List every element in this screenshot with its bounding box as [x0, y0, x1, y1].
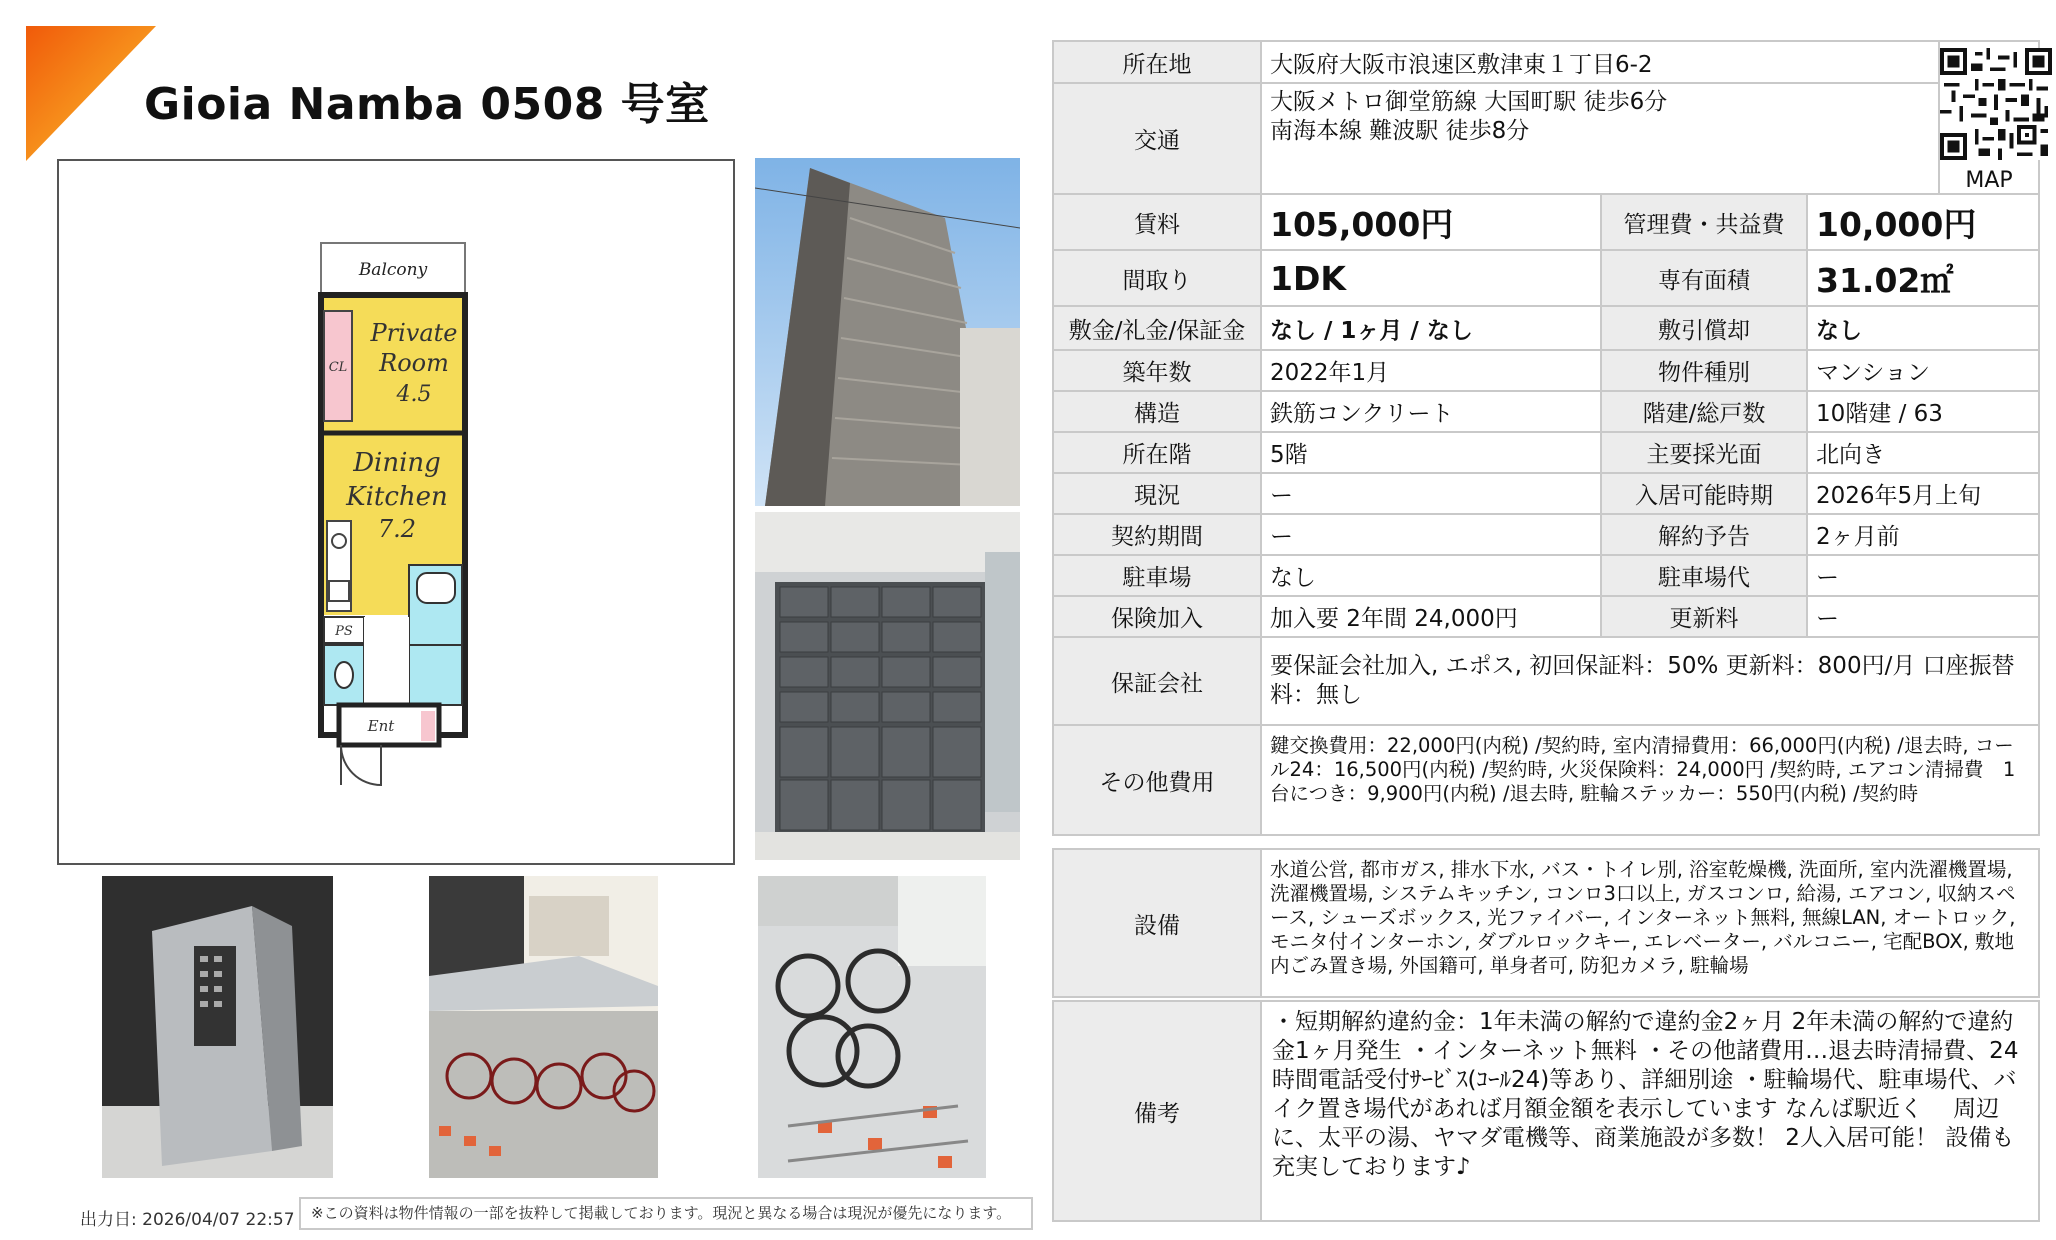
renewal-label: 更新料	[1601, 596, 1807, 637]
other-fees-label: その他費用	[1053, 725, 1261, 835]
notice-label: 解約予告	[1601, 514, 1807, 555]
renewal-value: ー	[1807, 596, 2039, 637]
movein-value: 2026年5月上旬	[1807, 473, 2039, 514]
disclaimer-note: ※この資料は物件情報の一部を抜粋して掲載しております。現況と異なる場合は現況が優先になります。	[299, 1197, 1033, 1230]
parking-label: 駐車場	[1053, 555, 1261, 596]
property-info-table	[1052, 40, 2040, 351]
equipment-value: 水道公営, 都市ガス, 排水下水, バス・トイレ別, 浴室乾燥機, 洗面所, 室内洗濯機置場, 洗濯機置場, システムキッチン, コンロ3口以上, ガスコンロ, 給湯, エアコン, 収納スペース, シューズボックス, 光ファイバー, インターネット無料, 無線LAN, オートロック, モニタ付インターホン, ダブルロックキー, エレベーター, バルコニー, 宅配BOX, 敷地内ごみ置き場, 外国籍可, 単身者可, 防犯カメラ, 駐輪場	[1261, 849, 2039, 997]
deposit-value: なし / 1ヶ月 / なし	[1261, 306, 1601, 350]
qr-code-icon	[1940, 48, 2052, 160]
photo-mailboxes	[755, 512, 1020, 860]
direction-label: 主要採光面	[1601, 432, 1807, 473]
access-value	[1261, 83, 1939, 194]
dining-label: Dining	[353, 448, 441, 478]
private-room-label: Private	[370, 319, 458, 347]
address-label: 所在地	[1053, 41, 1261, 83]
access-label: 交通	[1053, 83, 1261, 194]
shikibiki-value: なし	[1807, 306, 2039, 350]
movein-label: 入居可能時期	[1601, 473, 1807, 514]
property-detail-table	[1052, 349, 2040, 836]
mgmt-fee-value: 10,000円	[1807, 194, 2039, 250]
insurance-label: 保険加入	[1053, 596, 1261, 637]
type-label: 物件種別	[1601, 350, 1807, 391]
remarks-value: ・短期解約違約金：1年未満の解約で違約金2ヶ月 2年未満の解約で違約金1ヶ月発生 ・インターネット無料 ・その他諸費用…退去時清掃費、24時間電話受付ｻｰﾋﾞｽ(ｺｰﾙ24)等あり、詳細別途 ・駐輪場代、駐車場代、バイク置き場代があれば月額金額を表示しています なんば駅近く 周辺に、太平の湯、ヤマダ電機等、商業施設が多数！ 2人入居可能！ 設備も充実しております♪	[1261, 1001, 2039, 1221]
photo-building-exterior	[755, 158, 1020, 506]
map-qr-code[interactable]	[1939, 41, 2039, 194]
equipment-label: 設備	[1053, 849, 1261, 997]
shikibiki-label: 敷引償却	[1601, 306, 1807, 350]
rent-value: 105,000円	[1261, 194, 1601, 250]
structure-label: 構造	[1053, 391, 1261, 432]
ps-label: PS	[335, 624, 353, 639]
photo-bicycle-parking-entrance	[429, 876, 658, 1178]
type-value: マンション	[1807, 350, 2039, 391]
kitchen-label: Kitchen	[346, 482, 448, 512]
other-fees-value: 鍵交換費用：22,000円(内税) /契約時, 室内清掃費用：66,000円(内税) /退去時, コール24：16,500円(内税) /契約時, 火災保険料：24,000円 /契約時, エアコン清掃費 1台につき：9,900円(内税) /退去時, 駐輪ステッカー：550円(内税) /契約時	[1261, 725, 2039, 835]
parking-fee-value: ー	[1807, 555, 2039, 596]
dk-size-label: 7.2	[377, 515, 417, 543]
built-value: 2022年1月	[1261, 350, 1601, 391]
floor-plan	[57, 159, 735, 865]
layout-label: 間取り	[1053, 250, 1261, 306]
page-title: Gioia Namba 0508 号室	[144, 79, 710, 130]
access-line-1: 大阪メトロ御堂筋線 大国町駅 徒歩6分	[1270, 89, 1668, 116]
photo-bicycle-racks	[758, 876, 986, 1178]
status-value: ー	[1261, 473, 1601, 514]
address-value: 大阪府大阪市浪速区敷津東１丁目6-2	[1261, 41, 1939, 83]
output-date: 出力日: 2026/04/07 22:57	[80, 1210, 295, 1230]
insurance-value: 加入要 2年間 24,000円	[1261, 596, 1601, 637]
mgmt-fee-label: 管理費・共益費	[1601, 194, 1807, 250]
remarks-table	[1052, 1000, 2040, 1222]
floors-value: 10階建 / 63	[1807, 391, 2039, 432]
term-value: ー	[1261, 514, 1601, 555]
guarantor-value: 要保証会社加入, エポス, 初回保証料：50% 更新料：800円/月 口座振替料：無し	[1261, 637, 2039, 725]
map-label: MAP	[1965, 168, 2013, 193]
closet-label: CL	[328, 360, 348, 375]
area-label: 専有面積	[1601, 250, 1807, 306]
photo-intercom-panel	[102, 876, 333, 1178]
parking-value: なし	[1261, 555, 1601, 596]
floor-label: 所在階	[1053, 432, 1261, 473]
room-label: Room	[379, 349, 449, 377]
floors-label: 階建/総戸数	[1601, 391, 1807, 432]
remarks-label: 備考	[1053, 1001, 1261, 1221]
status-label: 現況	[1053, 473, 1261, 514]
direction-value: 北向き	[1807, 432, 2039, 473]
deposit-label: 敷金/礼金/保証金	[1053, 306, 1261, 350]
floor-value: 5階	[1261, 432, 1601, 473]
access-line-2: 南海本線 難波駅 徒歩8分	[1270, 118, 1530, 145]
layout-value: 1DK	[1261, 250, 1601, 306]
built-label: 築年数	[1053, 350, 1261, 391]
rent-label: 賃料	[1053, 194, 1261, 250]
notice-value: 2ヶ月前	[1807, 514, 2039, 555]
equipment-table	[1052, 848, 2040, 998]
structure-value: 鉄筋コンクリート	[1261, 391, 1601, 432]
guarantor-label: 保証会社	[1053, 637, 1261, 725]
entrance-label: Ent	[367, 717, 395, 735]
area-value: 31.02㎡	[1807, 250, 2039, 306]
parking-fee-label: 駐車場代	[1601, 555, 1807, 596]
balcony-label: Balcony	[358, 260, 428, 280]
term-label: 契約期間	[1053, 514, 1261, 555]
room-size-label: 4.5	[396, 382, 432, 407]
